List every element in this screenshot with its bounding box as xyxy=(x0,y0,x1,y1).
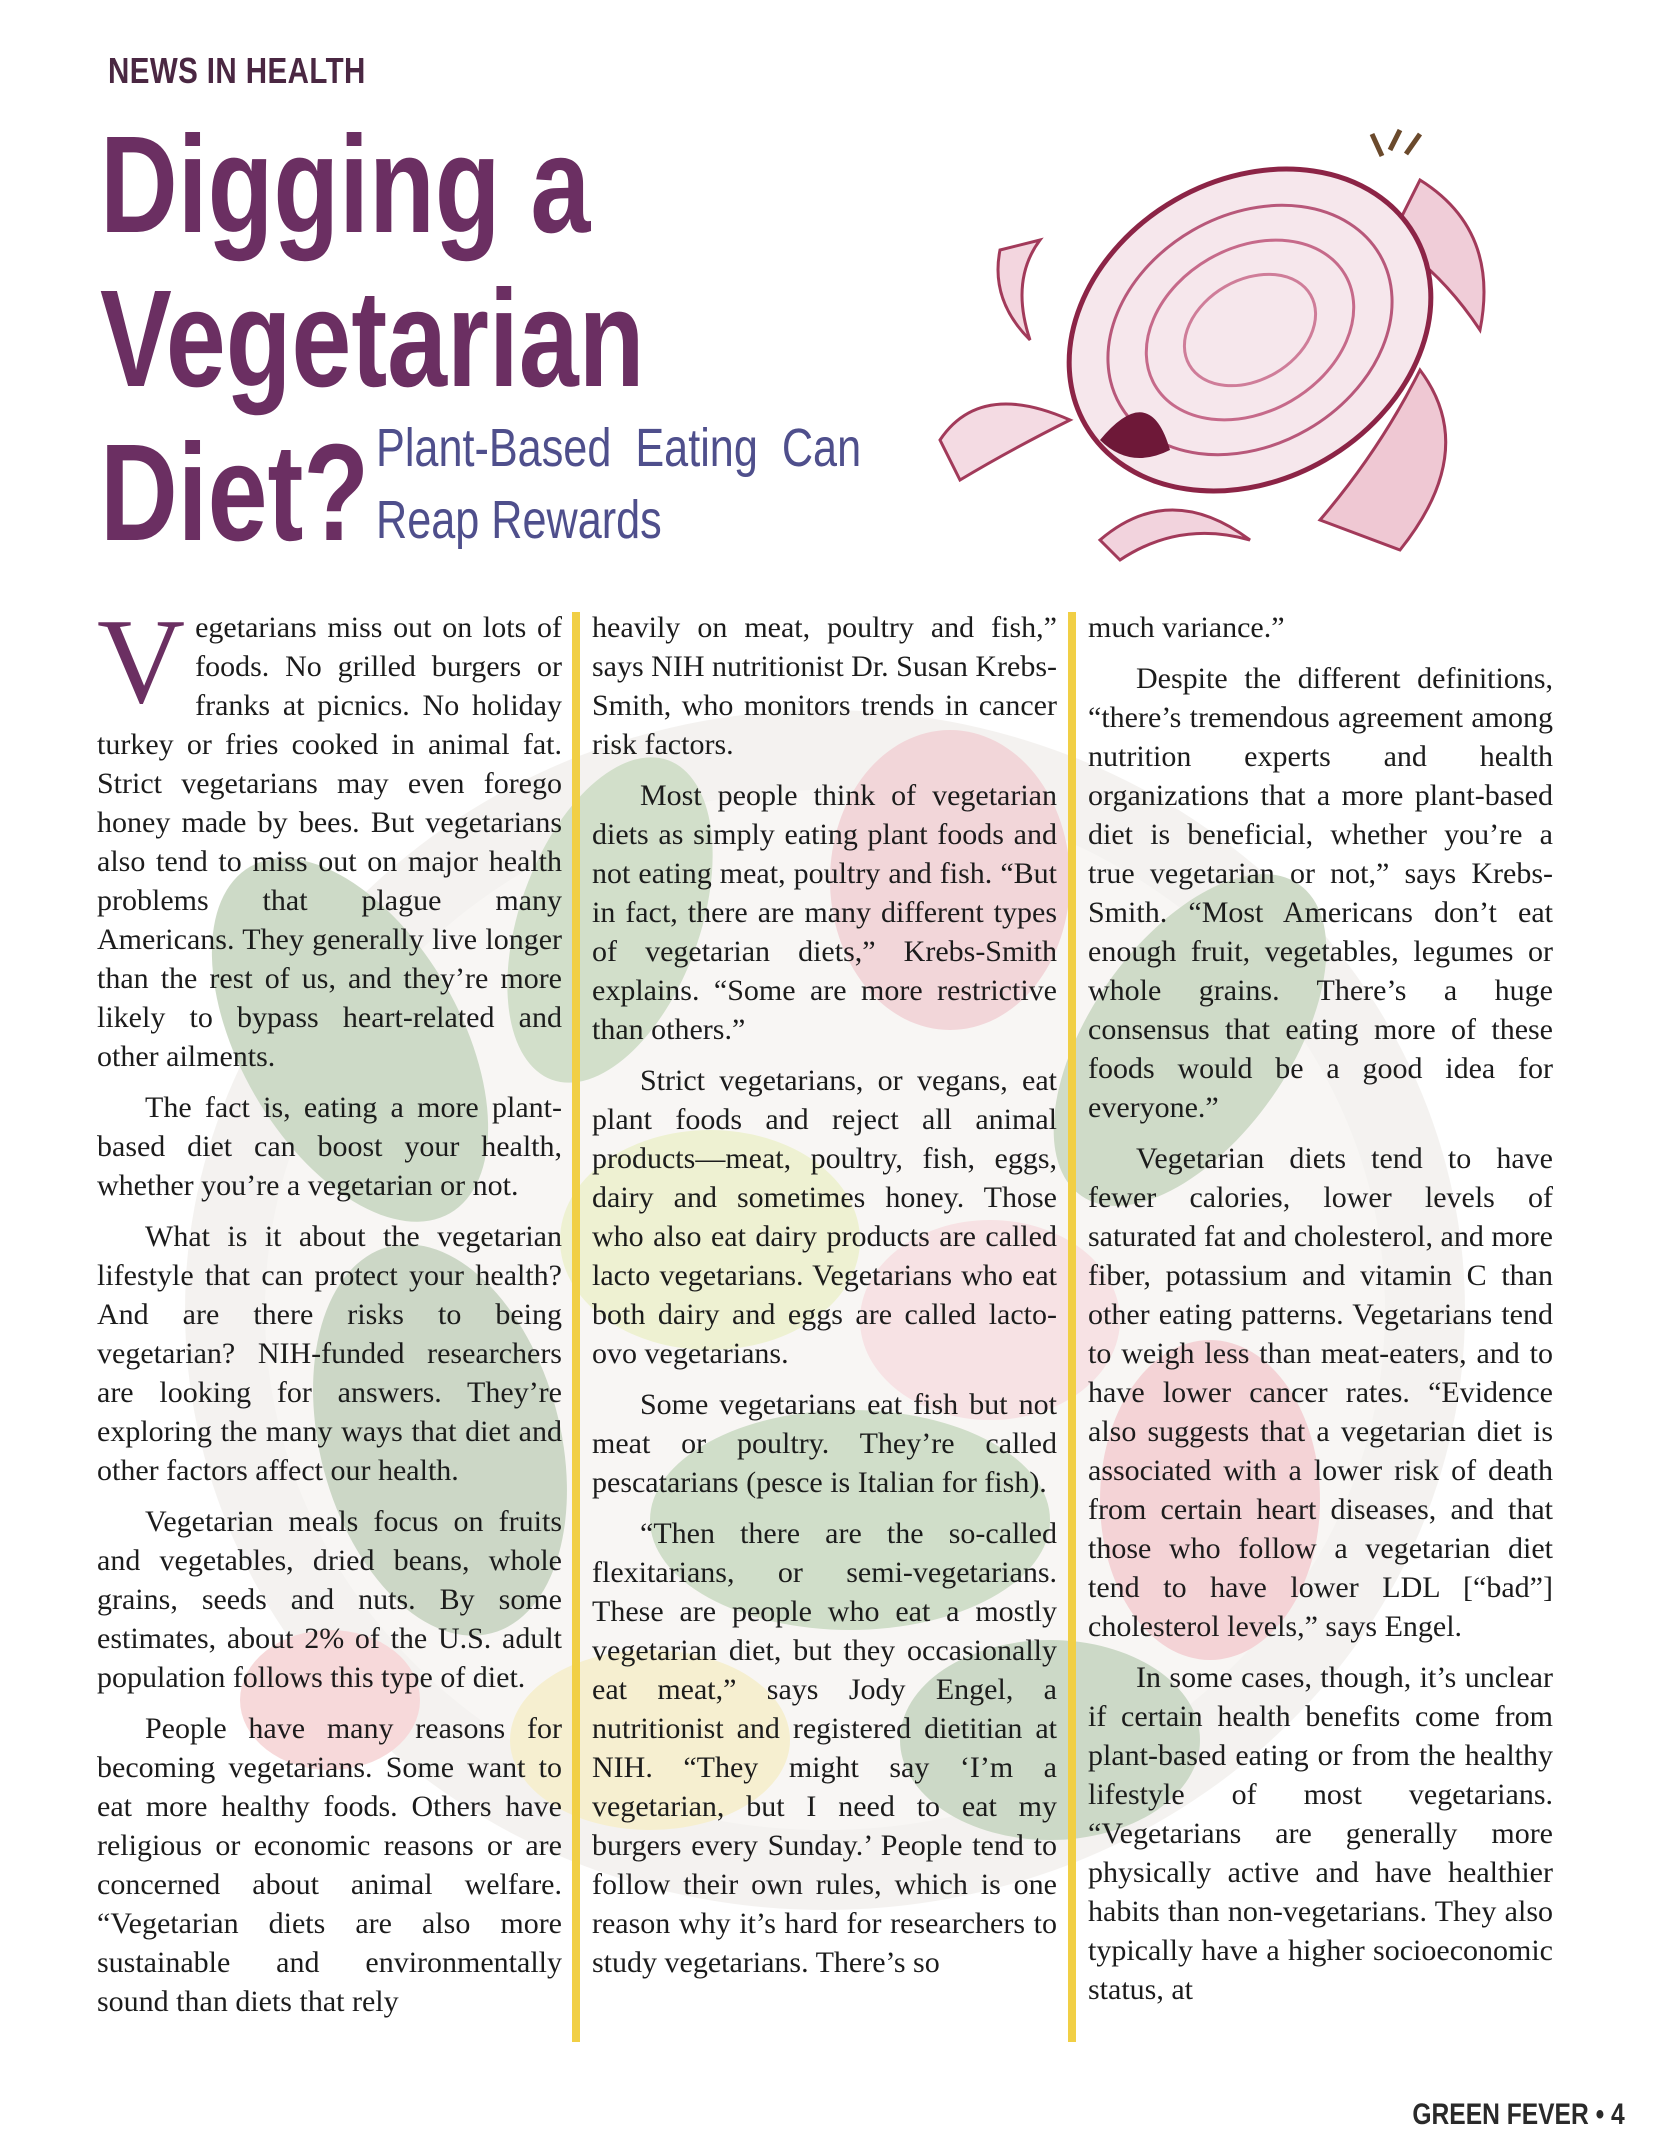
paragraph-7: Most people think of vegetarian diets as simply eating plant foods and not eating meat, poultry and fish. “But in fact, there are many different types of vegetarian diets,” Krebs-Smith explains. “Some are more restrictive than others.” xyxy=(592,779,1057,1046)
column-rule-2 xyxy=(1068,612,1076,2042)
paragraph-11: much variance.” xyxy=(1088,611,1285,644)
paragraph-1 xyxy=(97,594,562,1076)
paragraph-9: Some vegetarians eat fish but not meat or poultry. They’re called pescatarians (pesce is Italian for fish). xyxy=(592,1388,1057,1499)
paragraph-10: “Then there are the so-called flexitarians, or semi-vegetarians. These are people who eat a mostly vegetarian diet, but they occasionally eat meat,” says Jody Engel, a nutritionist and registered dietitian at NIH. “They might say ‘I’m a vegetarian, but I need to eat my burgers every Sunday.’ People tend to follow their own rules, which is one reason why it’s hard for researchers to study vegetarians. There’s so xyxy=(592,1517,1057,1979)
subtitle-line-2: Reap Rewards xyxy=(376,490,662,550)
paragraph-8: Strict vegetarians, or vegans, eat plant foods and reject all animal products—meat, poultry, fish, eggs, dairy and sometimes honey. Those who also eat dairy products are called lacto vegetarians. Vegetarians who eat both dairy and eggs are called lacto-ovo vegetarians. xyxy=(592,1064,1057,1370)
section-kicker: NEWS IN HEALTH xyxy=(108,50,366,91)
paragraph-2: The fact is, eating a more plant-based diet can boost your health, whether you’re a vegetarian or not. xyxy=(97,1091,562,1202)
paragraph-5: People have many reasons for becoming vegetarians. Some want to eat more healthy foods. Others have religious or economic reasons or are concerned about animal welfare. “Vegetarian diets are also more sustainable and environmentally sound than diets that rely xyxy=(97,1712,562,2018)
article-subtitle xyxy=(376,412,862,556)
paragraph-12: Despite the different definitions, “there’s tremendous agreement among nutrition experts and health organizations that a more plant-based diet is beneficial, whether you’re a true vegetarian or not,” says Krebs-Smith. “Most Americans don’t eat enough fruit, vegetables, legumes or whole grains. There’s a huge consensus that eating more of these foods would be a good idea for everyone.” xyxy=(1088,662,1553,1124)
article-column-2 xyxy=(592,608,1057,1994)
paragraph-14: In some cases, though, it’s unclear if certain health benefits come from plant-based eating or from the healthy lifestyle of most vegetarians. “Vegetarians are generally more physically active and have healthier habits than non-vegetarians. They also typically have a higher socioeconomic status, at xyxy=(1088,1661,1553,2006)
page-folio: GREEN FEVER • 4 xyxy=(1412,2098,1625,2131)
paragraph-1-text: egetarians miss out on lots of foods. No grilled burgers or franks at picnics. No holiday turkey or fries cooked in animal fat. Strict vegetarians may even forego honey made by bees. But vegetarians also tend to miss out on major health problems that plague many Americans. They generally live longer than the rest of us, and they’re more likely to bypass heart-related and other ailments. xyxy=(97,611,562,1073)
subtitle-line-1: Plant-Based Eating Can xyxy=(376,418,862,478)
paragraph-3: What is it about the vegetarian lifestyle that can protect your health? And are there risks to being vegetarian? NIH-funded researchers are looking for answers. They’re exploring the many ways that diet and other factors affect our health. xyxy=(97,1220,562,1487)
paragraph-4: Vegetarian meals focus on fruits and vegetables, dried beans, whole grains, seeds and nuts. By some estimates, about 2% of the U.S. adult population follows this type of diet. xyxy=(97,1505,562,1694)
article-column-1 xyxy=(97,594,562,2033)
paragraph-6: heavily on meat, poultry and fish,” says NIH nutritionist Dr. Susan Krebs-Smith, who monitors trends in cancer risk factors. xyxy=(592,611,1057,761)
paragraph-13: Vegetarian diets tend to have fewer calories, lower levels of saturated fat and cholesterol, and more fiber, potassium and vitamin C than other eating patterns. Vegetarians tend to weigh less than meat-eaters, and to have lower cancer rates. “Evidence also suggests that a vegetarian diet is associated with a lower risk of death from certain heart diseases, and that those who follow a vegetarian diet tend to have lower LDL [“bad”] cholesterol levels,” says Engel. xyxy=(1088,1142,1553,1643)
red-onion-illustration xyxy=(920,120,1580,580)
column-rule-1 xyxy=(572,612,580,2042)
drop-cap: V xyxy=(97,594,186,729)
title-line-2: Vegetarian xyxy=(100,262,645,416)
article-column-3 xyxy=(1088,608,1553,2021)
title-line-3: Diet? xyxy=(100,416,370,570)
title-line-1: Digging a xyxy=(100,108,591,262)
